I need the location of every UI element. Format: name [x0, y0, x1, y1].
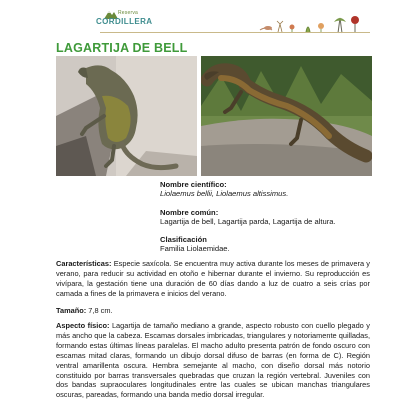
- characteristics-label: Características:: [56, 259, 112, 268]
- physical-aspect-paragraph: [56, 321, 370, 400]
- characteristics-text: Especie saxícola. Se encuentra muy activa durante los meses de primavera y verano, para reducir su actividad en otoño e hibernar durante el invierno. Su reproducción es vivípara, la gestación tiene una duración de 60 días dando a luz de cuatro a seis crías por camada a fines de la primavera e inicios del verano.: [56, 259, 370, 298]
- characteristics-paragraph: [56, 259, 370, 299]
- classification-value: Familia Liolaemidae.: [160, 244, 230, 254]
- classification-label: Clasificación: [160, 235, 207, 244]
- scientific-name-block: [160, 180, 380, 199]
- size-text: 7,8 cm.: [86, 306, 113, 315]
- flora-fauna-illustration-icon: [258, 12, 368, 34]
- lizard-photo-right: [201, 56, 372, 176]
- logo-text: CORDILLERA: [96, 17, 153, 26]
- common-name-value: Lagartija de bell, Lagartija parda, Lagartija de altura.: [160, 217, 336, 227]
- size-paragraph: [56, 306, 370, 316]
- scientific-name-label: Nombre científico:: [160, 180, 227, 189]
- physical-aspect-label: Aspecto físico:: [56, 321, 110, 330]
- header-divider: [100, 32, 370, 33]
- page-title: LAGARTIJA DE BELL: [56, 41, 188, 55]
- classification-block: [160, 235, 380, 254]
- size-label: Tamaño:: [56, 306, 87, 315]
- reserva-cordillera-logo: [96, 9, 156, 33]
- physical-aspect-text: Lagartija de tamaño mediano a grande, aspecto robusto con cuello plegado y más ancho que la cabeza. Escamas dorsales imbricadas, triangulares y notoriamente quilladas, formando estas últimas líneas paralelas. El macho adulto presenta patrón de fondo oscuro con escamas mitad claras, formando un dibujo dorsal difuso de barras (en forma de C). Región ventral amarillenta oscura. Hembra semejante al macho, con diseño dorsal más notorio constituido por barras transversales quebradas que cruzan la región vertebral. Juveniles con dos bandas supraoculares longitudinales entre las cuales se ubican manchas triangulares oscuras, pareadas, formando una banda medio dorsal irregular.: [56, 321, 370, 400]
- lizard-photo-left: [56, 56, 197, 176]
- scientific-name-value: Liolaemus bellii, Liolaemus altissimus.: [160, 189, 289, 199]
- common-name-label: Nombre común:: [160, 208, 219, 217]
- common-name-block: [160, 208, 380, 227]
- page-header: [0, 0, 400, 40]
- logo-subtext: Reserva: [118, 10, 139, 16]
